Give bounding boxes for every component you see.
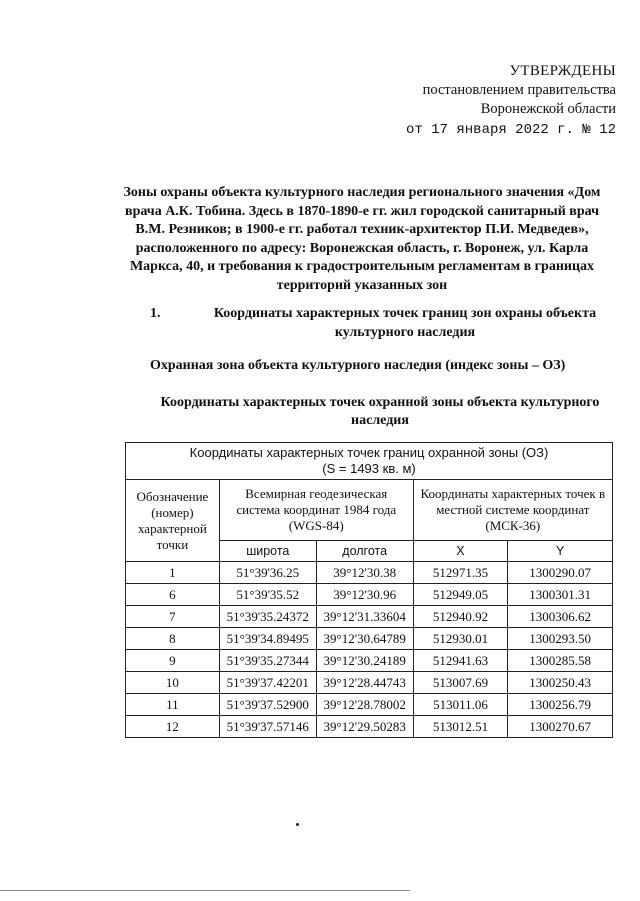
header-latitude: широта — [219, 541, 316, 562]
cell-y: 1300293.50 — [508, 628, 613, 650]
cell-point: 6 — [126, 584, 220, 606]
cell-point: 1 — [126, 562, 220, 584]
cell-y: 1300290.07 — [508, 562, 613, 584]
cell-longitude: 39°12'30.24189 — [316, 650, 413, 672]
header-y: Y — [508, 541, 613, 562]
table-row — [126, 562, 613, 584]
cell-point: 9 — [126, 650, 220, 672]
cell-x: 512930.01 — [413, 628, 508, 650]
cell-x: 513007.69 — [413, 672, 508, 694]
table-row — [126, 650, 613, 672]
section-number: 1. — [150, 306, 161, 321]
cell-y: 1300256.79 — [508, 694, 613, 716]
approval-block — [406, 62, 616, 140]
cell-longitude: 39°12'29.50283 — [316, 716, 413, 738]
cell-latitude: 51°39'37.52900 — [219, 694, 316, 716]
table-row — [126, 584, 613, 606]
table-header-row — [126, 480, 613, 541]
cell-longitude: 39°12'30.64789 — [316, 628, 413, 650]
zone-heading: Охранная зона объекта культурного наследия (индекс зоны – ОЗ) — [150, 358, 566, 373]
page-edge-line — [0, 890, 410, 891]
section-text: Координаты характерных точек границ зон охраны объекта культурного наследия — [213, 306, 597, 340]
cell-x: 513012.51 — [413, 716, 508, 738]
coordinates-heading: Координаты характерных точек охранной зоны объекта культурного наследия — [160, 395, 600, 428]
cell-latitude: 51°39'35.24372 — [219, 606, 316, 628]
cell-longitude: 39°12'30.96 — [316, 584, 413, 606]
cell-point: 10 — [126, 672, 220, 694]
approval-status: УТВЕРЖДЕНЫ — [509, 63, 616, 79]
cell-longitude: 39°12'28.44743 — [316, 672, 413, 694]
table-caption-area: (S = 1493 кв. м) — [322, 461, 416, 476]
cell-x: 512941.63 — [413, 650, 508, 672]
cell-y: 1300301.31 — [508, 584, 613, 606]
cell-point: 12 — [126, 716, 220, 738]
cell-x: 513011.06 — [413, 694, 508, 716]
header-point: Обозначение (номер) характерной точки — [126, 480, 220, 562]
section-heading — [150, 305, 620, 342]
cell-y: 1300306.62 — [508, 606, 613, 628]
cell-x: 512949.05 — [413, 584, 508, 606]
approval-authority: постановлением правительства — [422, 82, 616, 98]
cell-point: 7 — [126, 606, 220, 628]
cell-point: 11 — [126, 694, 220, 716]
cell-longitude: 39°12'28.78002 — [316, 694, 413, 716]
table-caption-line1: Координаты характерных точек границ охранной зоны (ОЗ) — [189, 445, 549, 460]
table-row — [126, 628, 613, 650]
header-x: X — [413, 541, 508, 562]
cell-latitude: 51°39'35.27344 — [219, 650, 316, 672]
table-row — [126, 672, 613, 694]
table-row — [126, 606, 613, 628]
header-wgs84: Всемирная геодезическая система координат 1984 года (WGS-84) — [219, 480, 413, 541]
cell-point: 8 — [126, 628, 220, 650]
table-caption-row — [126, 443, 613, 480]
table-row — [126, 716, 613, 738]
cell-latitude: 51°39'34.89495 — [219, 628, 316, 650]
table-row — [126, 694, 613, 716]
cell-latitude: 51°39'37.57146 — [219, 716, 316, 738]
header-msk36: Координаты характерных точек в местной системе координат (МСК-36) — [413, 480, 612, 541]
coordinates-table — [125, 442, 613, 738]
cell-latitude: 51°39'37.42201 — [219, 672, 316, 694]
cell-x: 512940.92 — [413, 606, 508, 628]
table-caption — [126, 443, 613, 480]
approval-date: от 17 января 2022 г. № 12 — [405, 122, 616, 138]
cell-latitude: 51°39'36.25 — [219, 562, 316, 584]
scan-mark — [296, 823, 299, 826]
cell-longitude: 39°12'30.38 — [316, 562, 413, 584]
cell-x: 512971.35 — [413, 562, 508, 584]
cell-y: 1300285.58 — [508, 650, 613, 672]
cell-y: 1300270.67 — [508, 716, 613, 738]
cell-longitude: 39°12'31.33604 — [316, 606, 413, 628]
approval-region: Воронежской области — [480, 101, 616, 117]
cell-y: 1300250.43 — [508, 672, 613, 694]
cell-latitude: 51°39'35.52 — [219, 584, 316, 606]
document-title: Зоны охраны объекта культурного наследия регионального значения «Дом врача А.К. Тобина. Здесь в 1870-1890-е гг. жил городской санитарный врач В.М. Резников; в 1900-е гг. работал техник-архитектор П.И. Медведев», расположенного по адресу: Воронежская область, г. Воронеж, ул. Карла Маркса, 40, и требования к градостроительным регламентам в границах территорий указанных зон — [123, 185, 601, 293]
header-longitude: долгота — [316, 541, 413, 562]
